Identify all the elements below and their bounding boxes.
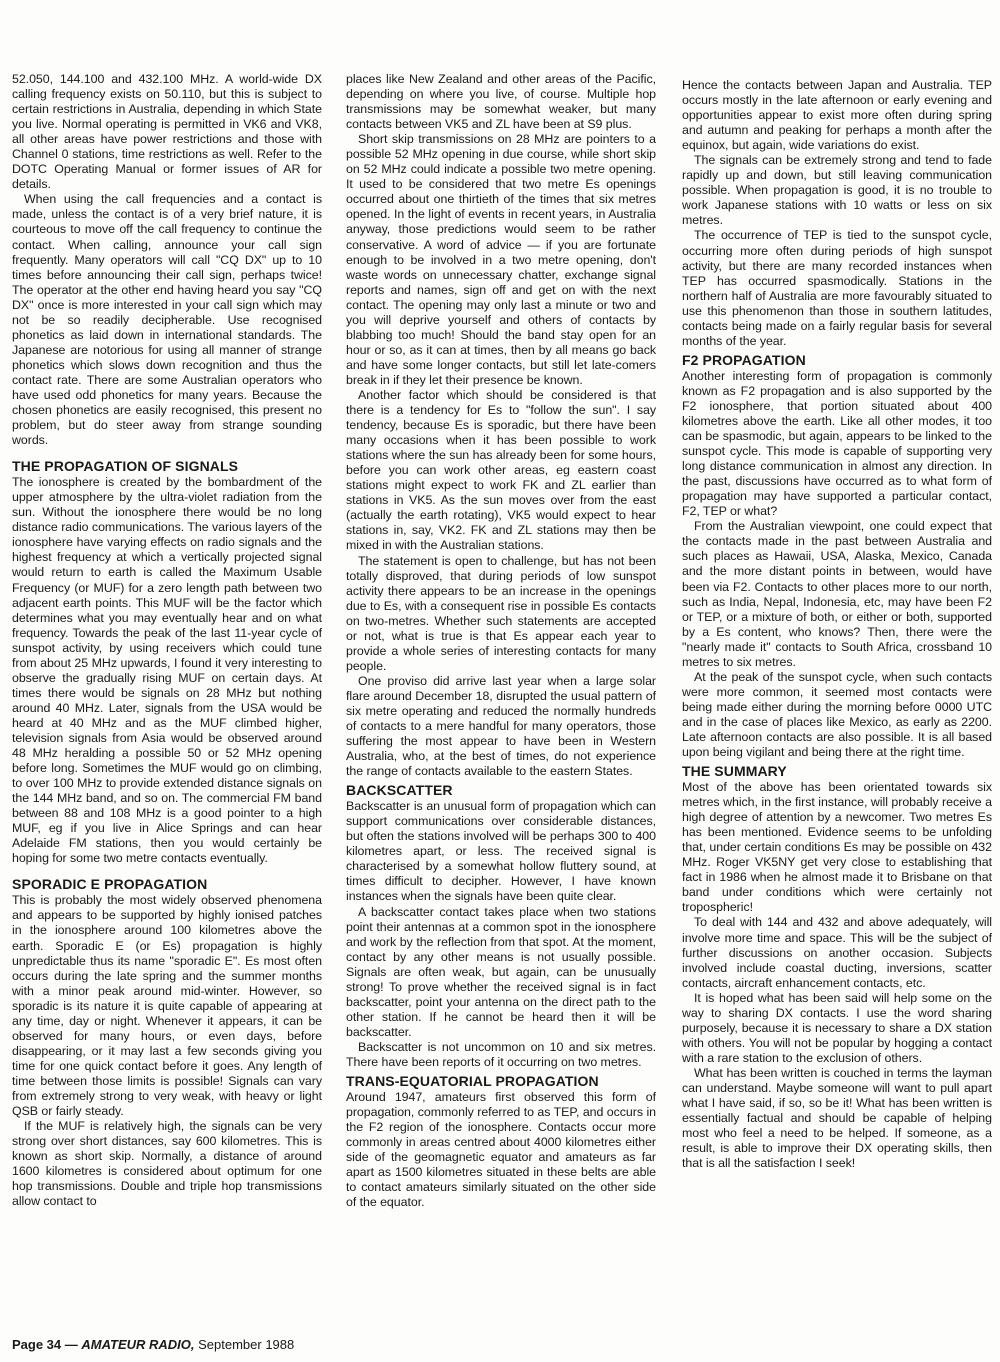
paragraph: Around 1947, amateurs first observed this form of propagation, commonly referred to as TEP, and occurs in the F2 region of the ionosphere. Contacts occur more commonly in areas centred about 4000 kilometres either side of the geomagnetic equator and amateurs as far apart as 1500 kilometres situated in these belts are able to contact amateurs similarly situated on the other side of the equator. (346, 1090, 656, 1210)
paragraph: At the peak of the sunspot cycle, when such contacts were more common, it seemed most contacts were being made either during the morning before 0000 UTC and in the case of places like Mexico, as early as 2200. Late afternoon contacts are also possible. It is all based upon being vigilant and being there at the right time. (682, 669, 992, 760)
paragraph: The occurrence of TEP is tied to the sunspot cycle, occurring more often during periods of high sunspot activity, but there are many recorded instances when TEP has occurred spasmodically. Stations in the northern half of Australia are more favourably situated to use this phenomenon than those in southern latitudes, contacts being made on a fairly regular basis for several months of the year. (682, 228, 992, 348)
paragraph: It is hoped what has been said will help some on the way to sharing DX contacts. I use the word sharing purposely, because it is necessary to share a DX station with others. You will not be popular by hogging a contact with a rare station to the exclusion of others. (682, 990, 992, 1065)
paragraph: This is probably the most widely observed phenomena and appears to be supported by highly ionised patches in the ionosphere around 100 kilometres above the earth. Sporadic E (or Es) propagation is highly unpredictable thus its name "sporadic E". Es most often occurs during the late spring and the summer months with a minor peak around mid-winter. However, so sporadic is its nature it is quite capable of appearing at any time, day or night. Whenever it appears, it can be observed for many hours, or even days, before disappearing, or it may last a few seconds giving you time for one quick contact before it goes. Any length of time between those limits is possible! Signals can vary from extremely strong to very weak, with heavy or light QSB or fairly steady. (12, 893, 322, 1119)
publication-name: AMATEUR RADIO, (81, 1337, 195, 1352)
column-2 (346, 72, 656, 1332)
issue-date: September 1988 (194, 1337, 295, 1352)
page-number: Page 34 — (12, 1337, 82, 1352)
paragraph: What has been written is couched in terms the layman can understand. Maybe someone will want to pull apart what I have said, if so, so be it! What has been written is essentially factual and should be capable of helping most who feel a need to be helped. If someone, as a result, is able to improve their DX operating skills, then that is all the satisfaction I seek! (682, 1065, 992, 1171)
paragraph: Another interesting form of propagation is commonly known as F2 propagation and is also supported by the F2 ionosphere, that portion situated about 400 kilometres above the earth. Like all other modes, it too can be spasmodic, but again, appears to be linked to the sunspot cycle. This mode is capable of supporting very long distance communication in almost any direction. In the past, discussions have occurred as to what form of propagation may have supported a particular contact, F2, TEP or what? (682, 368, 992, 519)
paragraph: The statement is open to challenge, but has not been totally disproved, that during periods of low sunspot activity there appears to be an increase in the openings due to Es, with a consequent rise in possible Es contacts on two-metres. Whether such statements are accepted or not, what is true is that Es appear each year to provide a whole series of interesting contacts for many people. (346, 553, 656, 673)
section-heading-summary: THE SUMMARY (682, 763, 787, 780)
column-3 (682, 78, 992, 1338)
section-heading-f2: F2 PROPAGATION (682, 351, 806, 368)
paragraph: When using the call frequencies and a contact is made, unless the contact is of a very brief nature, it is courteous to move off the call frequency to continue the contact. When calling, announce your call sign frequently. Many operators will call "CQ DX" up to 10 times before announcing their call sign, perhaps twice! The operator at the other end having heard you say "CQ DX" once is more interested in your call sign which may not be so readily decipherable. Use recognised phonetics as laid down in international standards. The Japanese are notorious for using all manner of strange phonetics which slows down recognition and thus the contact rate. There are some Australian operators who have used odd phonetics for many years. Because the chosen phonetics are easily recognised, this present no problem, but do steer away from strange sounding words. (12, 192, 322, 448)
paragraph: One proviso did arrive last year when a large solar flare around December 18, disrupted the usual pattern of six metre operating and reduced the normally hundreds of contacts to a mere handful for many operators, those suffering the most appear to have been in Western Australia, who, at the best of times, do not experience the range of contacts available to the eastern States. (346, 673, 656, 779)
paragraph: 52.050, 144.100 and 432.100 MHz. A world-wide DX calling frequency exists on 50.110, but this is subject to certain restrictions in Australia, depending in which State you live. Normal operating is permitted in VK6 and VK8, all other areas have power restrictions and those with Channel 0 stations, time restrictions as well. Refer to the DOTC Operating Manual or former issues of AR for details. (12, 72, 322, 192)
paragraph: To deal with 144 and 432 and above adequately, will involve more time and space. This will be the subject of further discussions on another occasion. Subjects involved include coastal ducting, inversions, scatter contacts, aircraft enhancement contacts, etc. (682, 915, 992, 990)
paragraph: Hence the contacts between Japan and Australia. TEP occurs mostly in the late afternoon or early evening and opportunities appear to exist more often during spring and autumn and peaking for perhaps a month after the equinox, but again, wide variations do exist. (682, 78, 992, 153)
paragraph: Most of the above has been orientated towards six metres which, in the first instance, will probably receive a high degree of attention by a newcomer. Two metres Es has been mentioned. Evidence seems to be unfolding that, under certain conditions Es may be possible on 432 MHz. Roger VK5NY get very close to establishing that fact in 1986 when he almost made it to Brisbane on that band under conditions which were certainly not tropospheric! (682, 780, 992, 915)
paragraph: If the MUF is relatively high, the signals can be very strong over short distances, say 600 kilometres. This is known as short skip. Normally, a distance of around 1600 kilometres is considered about optimum for one hop transmissions. Double and triple hop transmissions allow contact to (12, 1119, 322, 1209)
paragraph: Another factor which should be considered is that there is a tendency for Es to "follow the sun". I say tendency, because Es is sporadic, but there have been many occasions when it has been possible to work stations where the sun has already been for some hours, before you can work other areas, eg eastern coast stations might expect to work FK and ZL earlier than stations in VK5. As the sun moves over from the east (actually the earth rotating), VK5 would expect to hear stations in, say, VK2. FK and ZL stations may then be mixed in with the Australian stations. (346, 387, 656, 553)
section-heading-backscatter: BACKSCATTER (346, 782, 453, 799)
paragraph: The signals can be extremely strong and tend to fade rapidly up and down, but still leaving communication possible. When propagation is good, it is no trouble to work Japanese stations with 10 watts or less on six metres. (682, 153, 992, 228)
section-heading-propagation: THE PROPAGATION OF SIGNALS (12, 458, 239, 475)
paragraph: places like New Zealand and other areas of the Pacific, depending on where you live, of course. Multiple hop transmissions may be somewhat weaker, but many contacts between VK5 and ZL have been at S9 plus. (346, 72, 656, 132)
paragraph: Backscatter is an unusual form of propagation which can support communications over considerable distances, but often the stations involved will be perhaps 300 to 400 kilometres apart, or less. The received signal is characterised by a somewhat hollow fluttery sound, at times difficult to decipher. However, I have known instances when the signals have been quite clear. (346, 799, 656, 904)
paragraph: From the Australian viewpoint, one could expect that the contacts made in the past between Australia and such places as Hawaii, USA, Alaska, Mexico, Canada and the more distant points in between, would have been via F2. Contacts to other places more to our north, such as India, Nepal, Indonesia, etc, may have been F2 or TEP, or a mixture of both, or either or both, supported by a Es content, who knows? Then, there were the "nearly made it" contacts to South Africa, crossband 10 metres to six metres. (682, 519, 992, 669)
section-heading-trans-equatorial: TRANS-EQUATORIAL PROPAGATION (346, 1073, 599, 1090)
page-footer (12, 1337, 294, 1352)
column-1 (12, 72, 322, 1332)
paragraph: The ionosphere is created by the bombardment of the upper atmosphere by the ultra-violet radiation from the sun. Without the ionosphere there would be no long distance radio communications. The various layers of the ionosphere have varying effects on radio signals and the highest frequency at which a vertically projected signal would return to earth is called the Maximum Usable Frequency (or MUF) for a zero length path between two adjacent earth points. This MUF will be the factor which determines what you may eventually hear and on what frequency. Towards the peak of the last 11-year cycle of sunspot activity, by using receivers which could tune from about 25 MHz upwards, I found it very interesting to observe the gradually rising MUF on certain days. At times there would be signals on 28 MHz but nothing around 40 MHz. Later, signals from the USA would be heard at 40 MHz and as the MUF climbed higher, television signals from Asia would be observed around 48 MHz heralding a possible 50 or 52 MHz opening before long. Sometimes the MUF would go on climbing, to over 100 MHz to provide extended distance signals on the 144 MHz band, and so on. The commercial FM band between 88 and 108 MHz is a good pointer to a high MUF, eg if you live in Alice Springs and can hear Adelaide FM stations, then you would certainly be hoping for some two metre contacts eventually. (12, 475, 322, 866)
paragraph: A backscatter contact takes place when two stations point their antennas at a common spot in the ionosphere and work by the reflection from that spot. At the moment, contact by any other means is not usually possible. Signals are often weak, but again, can be unusually strong! To prove whether the received signal is in fact backscatter, point your antenna on the direct path to the other station. If he cannot be heard then it will be backscatter. (346, 904, 656, 1039)
paragraph: Backscatter is not uncommon on 10 and six metres. There have been reports of it occurring on two metres. (346, 1039, 656, 1069)
paragraph: Short skip transmissions on 28 MHz are pointers to a possible 52 MHz opening in due course, while short skip on 52 MHz could indicate a possible two metre opening. It used to be considered that two metre Es openings occurred about one thirtieth of the times that six metres opened. In the light of events in recent years, in Australia anyway, those predictions would seem to be rather conservative. A word of advice — if you are fortunate enough to be involved in a two metre opening, don't waste words on unnecessary chatter, exchange signal reports and names, sign off and get on with the next contact. The opening may only last a minute or two and you will deprive yourself and others of contacts by blabbing too much! Should the band stay open for an hour or so, as it can at times, then by all means go back and have some longer contacts, but still let late-comers break in if they let their presence be known. (346, 132, 656, 387)
section-heading-sporadic-e: SPORADIC E PROPAGATION (12, 876, 208, 893)
